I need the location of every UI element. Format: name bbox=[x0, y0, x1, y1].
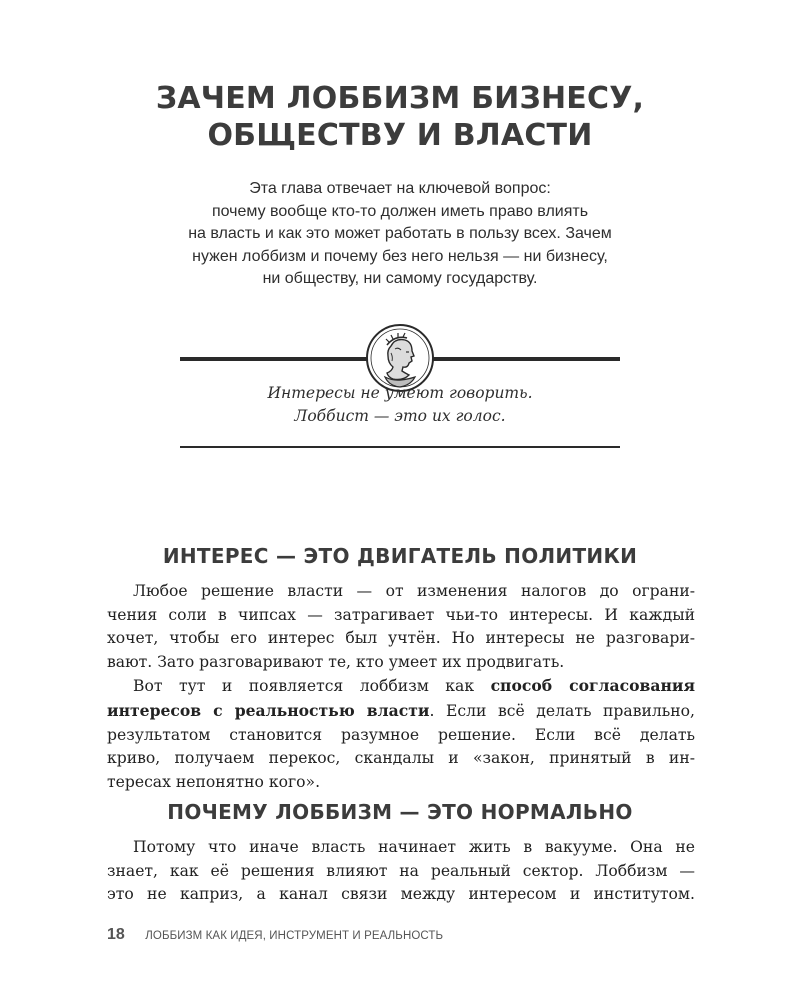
intro-line: Эта глава отвечает на ключевой вопрос: bbox=[249, 180, 551, 197]
paragraph-line: тересах непонятно кого». bbox=[107, 772, 321, 791]
epigraph-line: Лоббист — это их голос. bbox=[294, 407, 506, 425]
paragraph-line bbox=[107, 699, 695, 724]
intro-line: на власть и как это может работать в пользу всех. Зачем bbox=[188, 225, 612, 242]
paragraph-text: Вот тут и появляется лоббизм как bbox=[133, 677, 491, 696]
section-body bbox=[107, 580, 695, 794]
emphasis-text: интересов с реальностью власти bbox=[107, 700, 430, 720]
paragraph-line: знает, как её решения влияют на реальный сектор. Лоббизм — bbox=[107, 861, 695, 880]
paragraph-line: Любое решение власти — от изменения налогов до ограни- bbox=[133, 582, 695, 600]
running-head: ЛОББИЗМ КАК ИДЕЯ, ИНСТРУМЕНТ И РЕАЛЬНОСТЬ bbox=[145, 930, 444, 942]
paragraph-line: вают. Зато разговаривают те, кто умеет их продвигать. bbox=[107, 652, 565, 671]
section-heading: ПОЧЕМУ ЛОББИЗМ — ЭТО НОРМАЛЬНО bbox=[167, 800, 633, 824]
epigraph-line: Интересы не умеют говорить. bbox=[267, 384, 533, 402]
chapter-intro bbox=[150, 178, 650, 291]
paragraph-line bbox=[107, 674, 695, 699]
epigraph bbox=[180, 382, 620, 428]
chapter-title bbox=[0, 80, 800, 154]
paragraph-line: чения соли в чипсах — затрагивает чьи-то интересы. И каждый bbox=[107, 605, 695, 624]
paragraph-line: криво, получаем перекос, скандалы и «закон, принятый в ин- bbox=[107, 749, 695, 768]
emphasis-text: способ согласования bbox=[490, 676, 695, 696]
paragraph-line: результатом становится разумное решение. Если всё делать bbox=[107, 725, 695, 744]
paragraph-line: Потому что иначе власть начинает жить в вакууме. Она не bbox=[133, 838, 695, 856]
chapter-title-line: ОБЩЕСТВУ И ВЛАСТИ bbox=[207, 118, 593, 153]
intro-line: ни обществу, ни самому государству. bbox=[262, 270, 538, 287]
section-heading: ИНТЕРЕС — ЭТО ДВИГАТЕЛЬ ПОЛИТИКИ bbox=[162, 544, 638, 568]
epigraph-bottom-rule bbox=[180, 446, 620, 448]
paragraph-text: . Если всё делать правильно, bbox=[429, 701, 696, 720]
chapter-title-line: ЗАЧЕМ ЛОББИЗМ БИЗНЕСУ, bbox=[155, 81, 645, 116]
paragraph-line: хочет, чтобы его интерес был учтён. Но интересы не разговари- bbox=[107, 629, 695, 648]
paragraph-line: это не каприз, а канал связи между интересом и институтом. bbox=[107, 885, 695, 904]
page-number: 18 bbox=[107, 926, 125, 943]
page-footer bbox=[107, 926, 443, 944]
intro-line: почему вообще кто-то должен иметь право влиять bbox=[211, 202, 589, 220]
intro-line: нужен лоббизм и почему без него нельзя — ни бизнесу, bbox=[192, 247, 608, 265]
section-body bbox=[107, 836, 695, 907]
